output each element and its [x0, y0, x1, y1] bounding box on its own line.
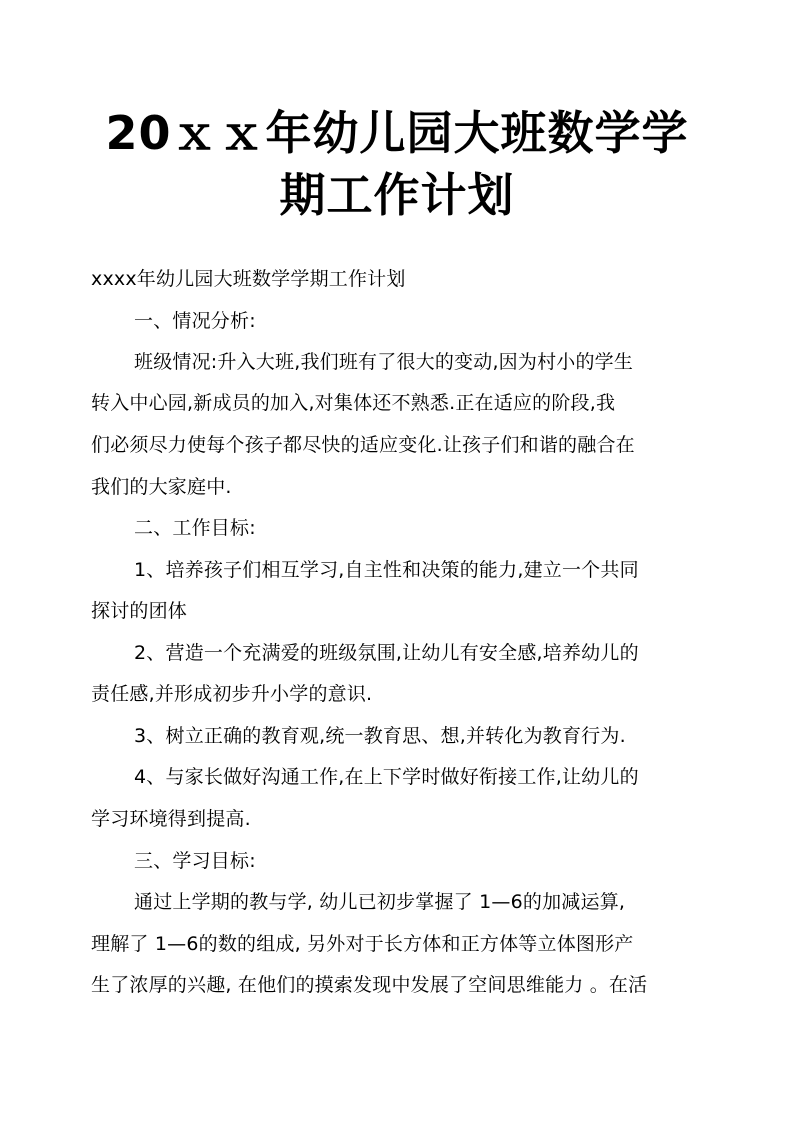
paragraph-line: 1、培养孩子们相互学习,自主性和决策的能力,建立一个共同	[134, 559, 639, 581]
paragraph-line: 通过上学期的教与学, 幼儿已初步掌握了 1—6的加减运算,	[134, 891, 626, 913]
section-heading-1: 一、情况分析:	[134, 310, 256, 332]
paragraph-line: 责任感,并形成初步升小学的意识.	[91, 683, 373, 705]
paragraph-line: 学习环境得到提高.	[91, 808, 251, 830]
paragraph-line: 4、与家长做好沟通工作,在上下学时做好衔接工作,让幼儿的	[134, 766, 639, 788]
subtitle-line: xxxx年幼儿园大班数学学期工作计划	[91, 268, 406, 290]
paragraph-line: 班级情况:升入大班,我们班有了很大的变动,因为村小的学生	[134, 351, 634, 373]
paragraph-line: 理解了 1—6的数的组成, 另外对于长方体和正方体等立体图形产	[91, 933, 634, 955]
paragraph-line: 生了浓厚的兴趣, 在他们的摸索发现中发展了空间思维能力 。在活	[91, 974, 648, 996]
paragraph-line: 们必须尽力使每个孩子都尽快的适应变化.让孩子们和谐的融合在	[91, 434, 635, 456]
section-heading-2: 二、工作目标:	[134, 517, 256, 539]
paragraph-line: 我们的大家庭中.	[91, 476, 232, 498]
section-heading-3: 三、学习目标:	[134, 850, 256, 872]
paragraph-line: 3、树立正确的教育观,统一教育思、想,并转化为教育行为.	[134, 725, 626, 747]
paragraph-line: 2、营造一个充满爱的班级氛围,让幼儿有安全感,培养幼儿的	[134, 642, 639, 664]
paragraph-line: 探讨的团体	[91, 600, 188, 622]
document-title-line-2: 期工作计划	[279, 168, 515, 222]
document-title-line-1: 20ｘｘ年幼儿园大班数学学	[105, 106, 689, 160]
paragraph-line: 转入中心园,新成员的加入,对集体还不熟悉.正在适应的阶段,我	[91, 392, 616, 414]
